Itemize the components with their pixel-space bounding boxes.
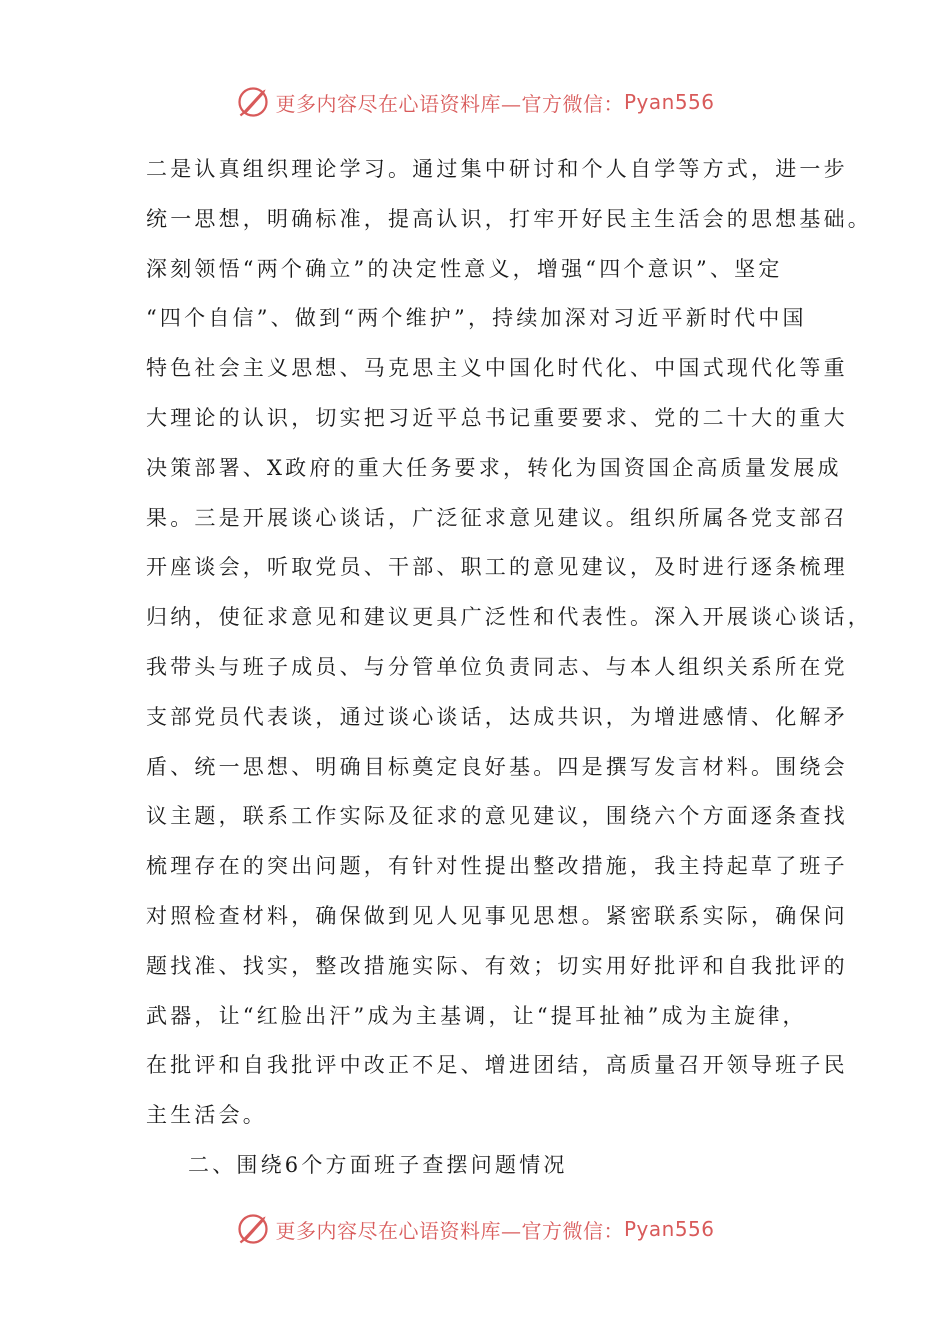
body-line: 二是认真组织理论学习。通过集中研讨和个人自学等方式，进一步 — [146, 157, 848, 181]
section-heading: 二、围绕6个方面班子查摆问题情况 — [188, 1152, 568, 1177]
body-line: 大理论的认识，切实把习近平总书记重要要求、党的二十大的重大 — [146, 405, 848, 430]
body-line: 归纳，使征求意见和建议更具广泛性和代表性。深入开展谈心谈话， — [146, 605, 872, 630]
body-line: 对照检查材料，确保做到见人见事见思想。紧密联系实际，确保问 — [146, 903, 848, 928]
watermark-header — [0, 84, 950, 120]
quill-logo-icon — [235, 84, 271, 120]
body-line: 题找准、找实，整改措施实际、有效；切实用好批评和自我批评的 — [146, 953, 848, 978]
body-line: 深刻领悟“两个确立”的决定性意义，增强“四个意识”、坚定 — [146, 256, 783, 281]
body-line: 梳理存在的突出问题，有针对性提出整改措施，我主持起草了班子 — [146, 854, 848, 879]
body-line: 支部党员代表谈，通过谈心谈话，达成共识，为增进感情、化解矛 — [146, 704, 848, 729]
watermark-text: 更多内容尽在心语资料库—官方微信： — [275, 91, 624, 116]
watermark-footer — [0, 1211, 950, 1247]
quill-logo-icon — [235, 1211, 271, 1247]
watermark-handle: Pyan556 — [623, 1217, 715, 1241]
body-line: 特色社会主义思想、马克思主义中国化时代化、中国式现代化等重 — [146, 356, 848, 381]
body-line: 果。三是开展谈心谈话，广泛征求意见建议。组织所属各党支部召 — [146, 505, 848, 530]
body-line: 盾、统一思想、明确目标奠定良好基。四是撰写发言材料。围绕会 — [146, 754, 848, 779]
body-line: 议主题，联系工作实际及征求的意见建议，围绕六个方面逐条查找 — [146, 804, 848, 829]
body-line: 主生活会。 — [146, 1103, 267, 1128]
watermark-handle: Pyan556 — [623, 90, 715, 114]
document-body — [146, 145, 872, 1191]
body-line: “四个自信”、做到“两个维护”，持续加深对习近平新时代中国 — [146, 306, 807, 331]
body-line: 统一思想，明确标准，提高认识，打牢开好民主生活会的思想基础。 — [146, 206, 872, 231]
body-line: 在批评和自我批评中改正不足、增进团结，高质量召开领导班子民 — [146, 1053, 848, 1078]
body-line: 开座谈会，听取党员、干部、职工的意见建议，及时进行逐条梳理 — [146, 555, 848, 580]
body-line: 决策部署、X政府的重大任务要求，转化为国资国企高质量发展成 — [146, 455, 842, 480]
body-line: 我带头与班子成员、与分管单位负责同志、与本人组织关系所在党 — [146, 654, 848, 679]
body-line: 武器，让“红脸出汗”成为主基调，让“提耳扯袖”成为主旋律， — [146, 1003, 807, 1028]
watermark-text: 更多内容尽在心语资料库—官方微信： — [275, 1218, 624, 1243]
